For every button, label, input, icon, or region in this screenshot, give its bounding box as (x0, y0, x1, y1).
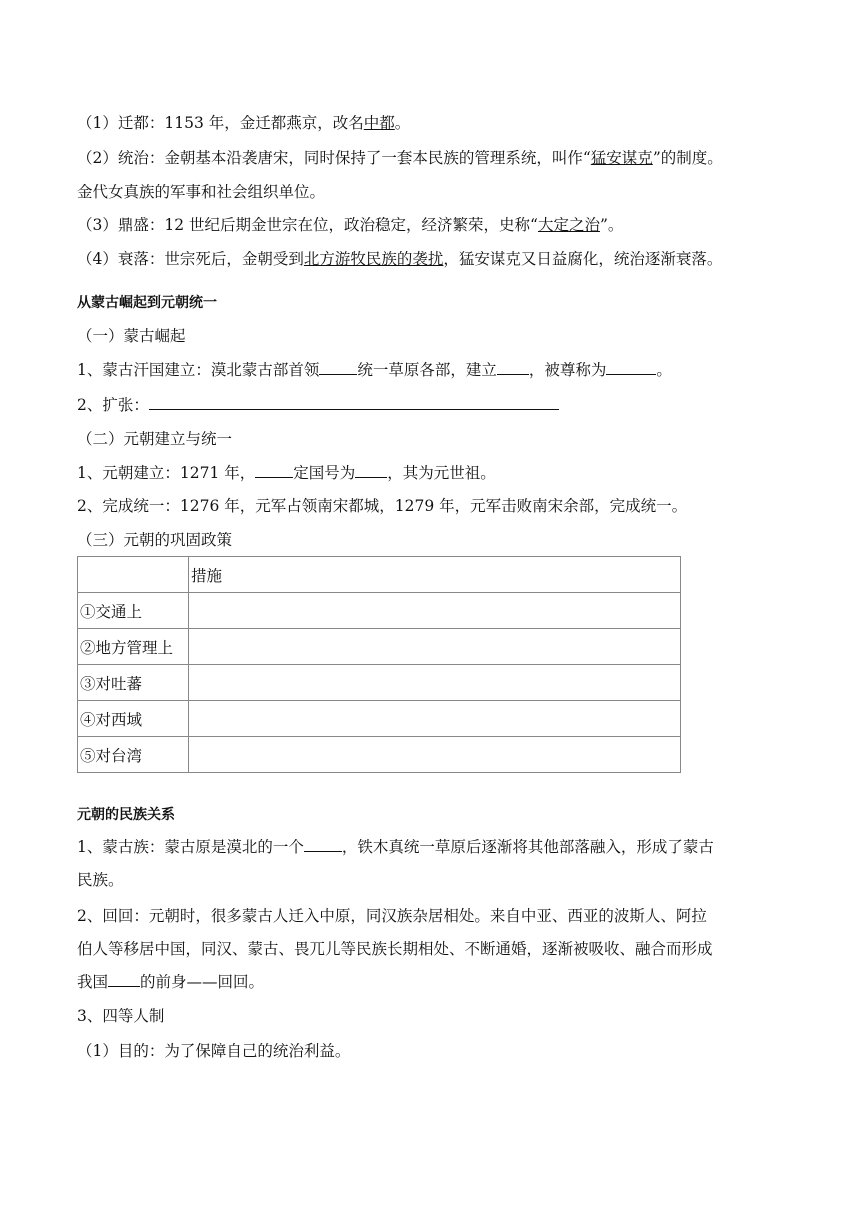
table-row-label: ⑤对台湾 (78, 737, 189, 773)
fill-blank[interactable] (606, 360, 656, 375)
expansion-line (77, 395, 559, 415)
fill-blank[interactable] (497, 360, 529, 375)
text: （3）鼎盛：12 世纪后期金世宗在位，政治稳定，经济繁荣，史称“ (77, 216, 538, 234)
text: 统一草原各部，建立 (357, 361, 497, 379)
jin-decline-line (77, 249, 722, 269)
fill-blank[interactable] (319, 360, 357, 375)
text: （1）迁都：1153 年，金迁都燕京，改名 (77, 114, 364, 132)
unification-line: 2、完成统一：1276 年，元军占领南宋都城，1279 年，元军击败南宋余部，完成统一。 (77, 497, 688, 515)
text: 1、元朝建立：1271 年， (77, 464, 256, 482)
text: 我国 (77, 973, 109, 991)
text: （2）统治：金朝基本沿袭唐宋，同时保持了一套本民族的管理系统，叫作“ (77, 149, 591, 167)
table-row (78, 701, 681, 737)
text: 1、蒙古族：蒙古原是漠北的一个 (77, 838, 304, 856)
table-answer-cell[interactable] (189, 701, 681, 737)
table-answer-cell[interactable] (189, 629, 681, 665)
sub-heading-yuan-founding: （二）元朝建立与统一 (77, 430, 233, 448)
table-row-label: ④对西域 (78, 701, 189, 737)
jin-capital-line (77, 113, 410, 133)
underlined-answer: 北方游牧民族的袭扰 (303, 250, 444, 268)
table-row (78, 737, 681, 773)
fill-blank[interactable] (304, 837, 342, 852)
sub-heading-policy: （三）元朝的巩固政策 (77, 531, 233, 549)
text: （4）衰落：世宗死后，金朝受到 (77, 250, 304, 268)
table-row-label: ②地方管理上 (78, 629, 189, 665)
four-class-heading: 3、四等人制 (77, 1007, 165, 1025)
table-header-cell: 措施 (189, 557, 681, 593)
four-class-purpose-line: （1）目的：为了保障自己的统治利益。 (77, 1042, 351, 1060)
text: ，其为元世祖。 (387, 464, 496, 482)
fill-blank[interactable] (355, 463, 387, 478)
text: 的前身——回回。 (140, 973, 265, 991)
table-row (78, 629, 681, 665)
text: ，被尊称为 (528, 361, 607, 379)
underlined-answer: 猛安谋克 (590, 149, 653, 167)
table-answer-cell[interactable] (189, 737, 681, 773)
text: ，猛安谋克又日益腐化，统治逐渐衰落。 (443, 250, 723, 268)
fill-blank[interactable] (255, 463, 293, 478)
table-header-row (78, 557, 681, 593)
jin-rule-line (77, 148, 723, 168)
huihui-line-2: 伯人等移居中国，同汉、蒙古、畏兀儿等民族长期相处、不断通婚，逐渐被吸收、融合而形成 (77, 940, 713, 958)
text: ”的制度。 (652, 149, 723, 167)
fill-blank[interactable] (149, 395, 559, 410)
huihui-line-3 (77, 972, 264, 992)
text: ，铁木真统一草原后逐渐将其他部落融入，形成了蒙古 (341, 838, 714, 856)
text: 1、蒙古汗国建立：漠北蒙古部首领 (77, 361, 320, 379)
table-row (78, 665, 681, 701)
fill-blank[interactable] (108, 972, 140, 987)
policy-table (77, 556, 681, 773)
text: 。 (394, 114, 411, 132)
table-row (78, 593, 681, 629)
section-heading-unify: 从蒙古崛起到元朝统一 (77, 295, 217, 311)
table-answer-cell[interactable] (189, 593, 681, 629)
jin-peak-line (77, 215, 623, 235)
table-header-cell (78, 557, 189, 593)
text: 2、扩张： (77, 396, 149, 414)
underlined-answer: 中都 (363, 114, 395, 132)
mongol-khanate-line (77, 360, 672, 380)
underlined-answer: 大定之治 (537, 216, 600, 234)
mongol-ethnic-line-cont: 民族。 (77, 871, 124, 889)
table-row-label: ①交通上 (78, 593, 189, 629)
section-heading-ethnic: 元朝的民族关系 (77, 807, 175, 823)
mongol-ethnic-line (77, 837, 714, 857)
huihui-line-1: 2、回回：元朝时，很多蒙古人迁入中原，同汉族杂居相处。来自中亚、西亚的波斯人、阿拉 (77, 907, 707, 925)
text: ”。 (599, 216, 624, 234)
text: 。 (656, 361, 672, 379)
table-row-label: ③对吐蕃 (78, 665, 189, 701)
jin-rule-line-cont: 金代女真族的军事和社会组织单位。 (77, 183, 326, 201)
yuan-founding-line (77, 463, 496, 483)
table-answer-cell[interactable] (189, 665, 681, 701)
text: 定国号为 (293, 464, 356, 482)
sub-heading-mongol-rise: （一）蒙古崛起 (77, 327, 186, 345)
